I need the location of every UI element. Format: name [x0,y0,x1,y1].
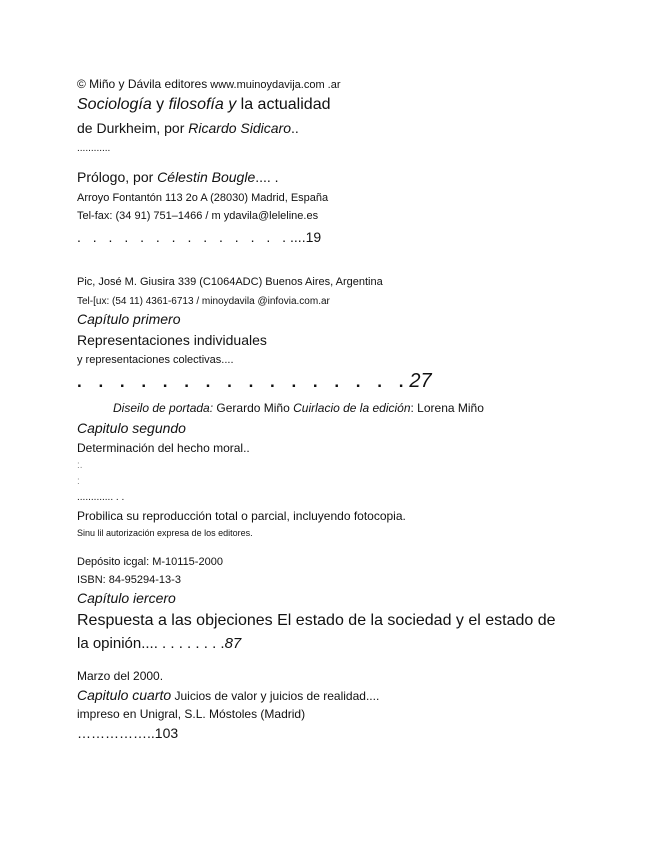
chapter-3-title-part-a: Respuesta a las objeciones [77,612,273,629]
design-credit-line [113,402,484,416]
dots-line-3: ............. . . [77,492,125,503]
design-label: Diseilo de portada: [113,401,214,415]
isbn: ISBN: 84-95294-13-3 [77,574,181,586]
title-line-2 [77,120,299,136]
publisher-website: www.muinoydavija.com .ar [207,79,341,91]
copyright-line [77,78,341,92]
copyright-notice: Probilica su reproducción total o parcial, incluyendo fotocopia. [77,509,406,523]
authorization-notice: Sinu lil autorización expresa de los editores. [77,528,253,538]
dots-fragment-1: :. [77,460,83,471]
toc-page-87: 87 [224,635,242,652]
chapter-3-title-part-b: El estado de la sociedad y el estado de [272,612,556,629]
dots-line-1: ............ [77,143,111,154]
editor-name: : Lorena Miño [410,401,484,415]
printer-line: impreso en Unigral, S.L. Móstoles (Madrid) [77,707,306,721]
toc-page-103: 103 [154,725,179,741]
toc-dots-27 [77,370,432,393]
chapter-4-line [77,687,379,704]
designer-name: Gerardo Miño [213,401,294,415]
toc-dots-103-leader: …………….. [77,725,155,741]
publisher-name: Miño y Dávila editores [85,77,208,91]
chapter-3-title-2 [77,635,241,652]
title-line-1 [77,96,330,114]
toc-page-27: 27 [409,370,432,392]
chapter-2-heading: Capitulo segundo [77,420,186,436]
edition-label: Cuirlacio de la edición [293,401,411,415]
chapter-3-heading: Capítulo iercero [77,590,176,606]
dots-fragment-2: : [77,476,80,487]
prologo-author: Célestin Bougle [157,169,256,185]
chapter-4-heading: Capitulo cuarto [77,687,172,703]
toc-dots-19 [77,229,321,245]
prologo-dots: .... . [255,169,279,185]
chapter-3-leader: la opinión.... . . . . . . . . [77,635,225,652]
legal-deposit: Depósito icgal: M-10115-2000 [77,556,223,568]
chapter-4-title: Juicios de valor y juicios de realidad.... [171,689,380,703]
chapter-1-heading: Capítulo primero [77,311,181,327]
chapter-3-title-1 [77,612,556,630]
author-name: Ricardo Sidicaro [188,120,291,136]
toc-page-19: ....19 [290,229,322,245]
title-word-y2: y [223,96,241,113]
title-word-sociologia: Sociología [77,96,152,113]
chapter-2-title: Determinación del hecho moral.. [77,441,250,455]
copyright-symbol: © [77,77,86,91]
title-word-actualidad: la actualidad [240,96,331,113]
title2-prefix: de Durkheim, por [77,120,189,136]
toc-dots-19-leader: . . . . . . . . . . . . . . [77,229,291,245]
prologo-prefix: Prólogo, por [77,169,158,185]
title2-suffix: .. [291,120,299,136]
telfax-madrid: Tel-fax: (34 91) 751–1466 / m ydavila@leleline.es [77,210,319,222]
toc-dots-103 [77,725,178,741]
address-madrid: Arroyo Fontantón 113 2o A (28030) Madrid, España [77,192,329,204]
title-word-y1: y [151,96,169,113]
title-word-filosofia: filosofía [168,96,224,113]
chapter-1-title-1: Representaciones individuales [77,332,267,348]
publication-date: Marzo del 2000. [77,669,164,683]
prologo-line [77,169,279,185]
toc-dots-27-leader: . . . . . . . . . . . . . . . . [77,372,410,391]
telfax-buenos-aires: Tel-[ux: (54 11) 4361-6713 / minoydavila @infovia.com.ar [77,296,330,307]
chapter-1-title-2: y representaciones colectivas.... [77,354,234,366]
address-buenos-aires: Pic, José M. Giusira 339 (C1064ADC) Buenos Aires, Argentina [77,276,383,288]
